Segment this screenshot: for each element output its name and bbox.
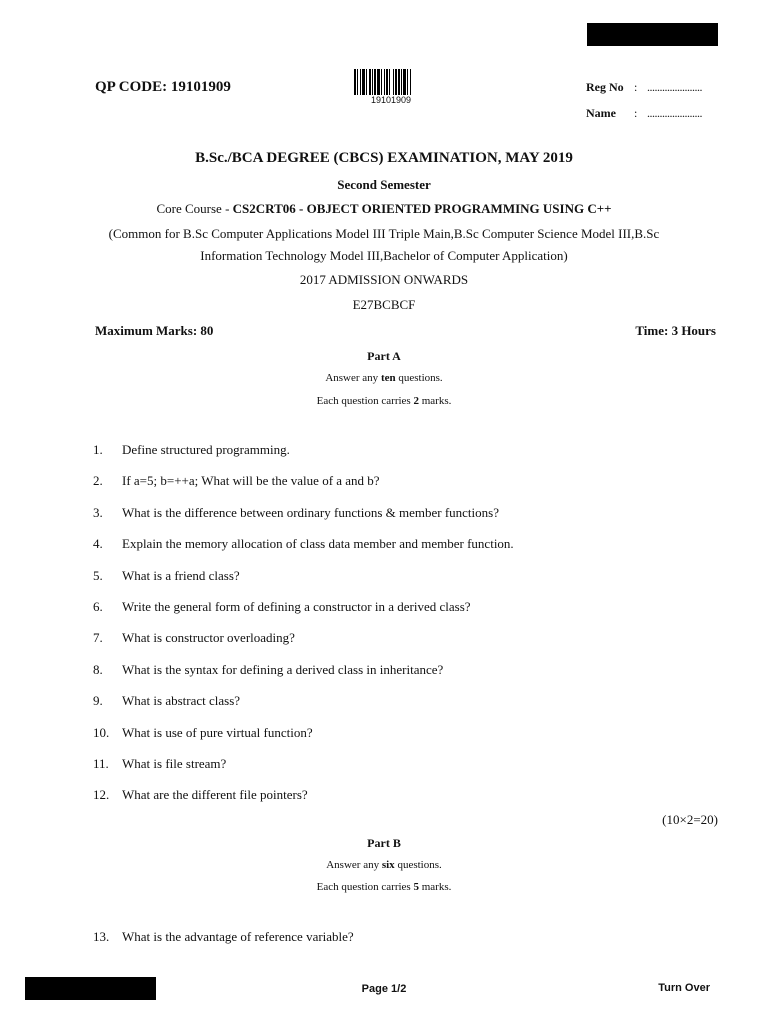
question-number: 4. — [93, 536, 103, 552]
common-line-1: (Common for B.Sc Computer Applications Model III Triple Main,B.Sc Computer Science Model III,B.Sc — [108, 226, 660, 241]
question-text: What are the different file pointers? — [122, 787, 308, 803]
question-text: Explain the memory allocation of class data member and member function. — [122, 536, 514, 552]
course-prefix: Core Course - — [156, 201, 233, 216]
question-number: 1. — [93, 442, 103, 457]
instr-count: ten — [380, 372, 396, 384]
question-number: 2. — [93, 473, 103, 489]
barcode-icon — [354, 69, 428, 95]
part-a-marks-summary: (10×2=20) — [662, 812, 718, 827]
question-number: 12. — [93, 787, 110, 803]
redaction-block-top — [587, 23, 718, 46]
barcode-number: 19101909 — [370, 95, 412, 105]
part-a-instruction-2 — [0, 395, 768, 407]
instr-text: questions. — [394, 859, 442, 871]
question-number: 5. — [93, 567, 103, 583]
question-text: If a=5; b=++a; What will be the value of a and b? — [122, 473, 380, 489]
part-a-heading: Part A — [367, 349, 401, 363]
question-text: What is file stream? — [122, 756, 227, 771]
question-text: What is abstract class? — [122, 693, 241, 709]
semester: Second Semester — [337, 177, 431, 192]
instr-marks: 5 — [413, 881, 419, 893]
admission-line: 2017 ADMISSION ONWARDS — [299, 272, 469, 287]
question-number: 11. — [93, 756, 109, 771]
question-number: 9. — [93, 693, 103, 709]
instr-marks: 2 — [413, 395, 419, 407]
course-name: CS2CRT06 - OBJECT ORIENTED PROGRAMMING USING C++ — [232, 201, 612, 216]
question-number: 6. — [93, 599, 103, 614]
question-text: What is a friend class? — [122, 567, 240, 583]
question-text: Define structured programming. — [122, 442, 290, 457]
turn-over-label: Turn Over — [658, 982, 710, 994]
instr-text: marks. — [418, 881, 452, 893]
instr-text: marks. — [418, 395, 452, 407]
name-label: Name — [586, 106, 616, 120]
part-b-heading: Part B — [367, 836, 401, 850]
question-text: What is use of pure virtual function? — [122, 724, 313, 740]
question-text: What is constructor overloading? — [122, 630, 295, 646]
exam-title: B.Sc./BCA DEGREE (CBCS) EXAMINATION, MAY 2019 — [195, 150, 573, 166]
maximum-marks: Maximum Marks: 80 — [95, 323, 214, 338]
name-field: ...................... — [647, 106, 702, 120]
exam-code: E27BCBCF — [352, 297, 416, 312]
page-number: Page 1/2 — [361, 983, 407, 995]
question-number: 3. — [93, 504, 103, 520]
reg-no-label: Reg No — [586, 80, 624, 94]
part-a-instruction-1 — [0, 372, 768, 384]
instr-text: Each question carries — [316, 881, 414, 893]
common-line-2: Information Technology Model III,Bachelor of Computer Application) — [200, 248, 568, 263]
instr-text: questions. — [395, 372, 443, 384]
question-text: What is the advantage of reference variable? — [122, 929, 354, 944]
question-text: Write the general form of defining a constructor in a derived class? — [122, 599, 471, 614]
instr-text: Each question carries — [316, 395, 414, 407]
question-text: What is the difference between ordinary functions & member functions? — [122, 504, 499, 520]
qp-code: QP CODE: 19101909 — [95, 79, 231, 95]
instr-count: six — [381, 859, 395, 871]
question-text: What is the syntax for defining a derived class in inheritance? — [122, 661, 444, 677]
question-number: 8. — [93, 661, 103, 677]
question-number: 13. — [93, 929, 110, 944]
question-number: 7. — [93, 630, 103, 646]
instr-text: Answer any — [326, 859, 382, 871]
course-line — [0, 201, 768, 217]
reg-no-field: ...................... — [647, 80, 702, 94]
part-b-instruction-2 — [0, 881, 768, 893]
name-separator: : — [634, 106, 638, 120]
instr-text: Answer any — [325, 372, 381, 384]
part-b-instruction-1 — [0, 859, 768, 871]
reg-no-separator: : — [634, 80, 638, 94]
exam-time: Time: 3 Hours — [635, 323, 716, 338]
question-number: 10. — [93, 724, 110, 740]
